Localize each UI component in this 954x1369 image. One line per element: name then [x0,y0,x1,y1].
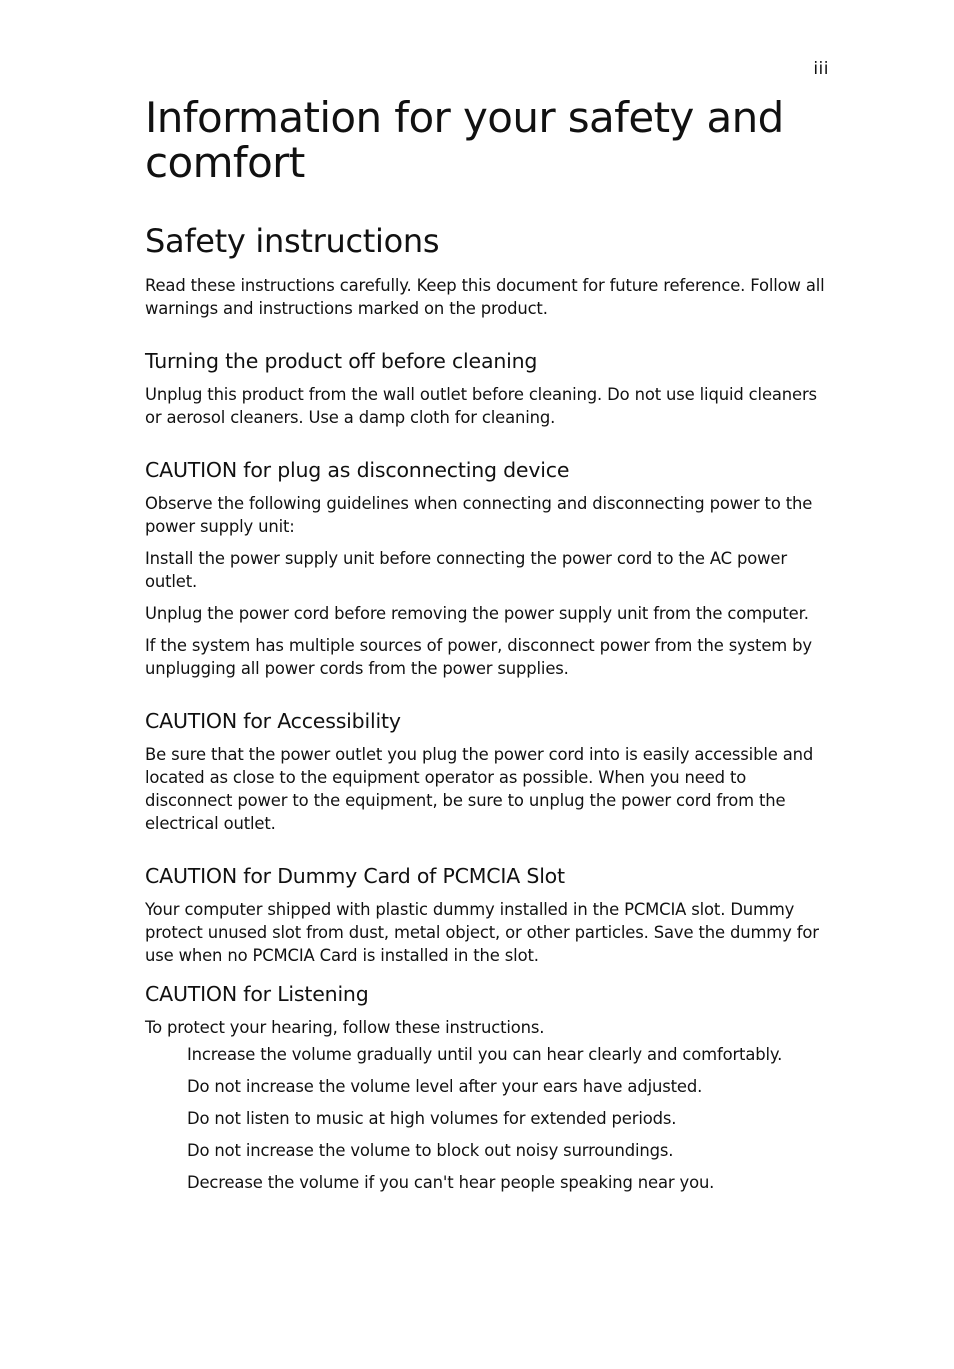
subsection-pcmcia [145,863,831,967]
pcmcia-paragraph: Your computer shipped with plastic dummy installed in the PCMCIA slot. Dummy protect unused slot from dust, metal object, or other particles. Save the dummy for use when no PCMCIA Card is installed in the slot. [145,900,819,965]
subsection-heading-accessibility: CAUTION for Accessibility [145,709,401,733]
plug-paragraph-4: If the system has multiple sources of power, disconnect power from the system by unplugging all power cords from the power supplies. [145,636,812,678]
plug-paragraph-1: Observe the following guidelines when connecting and disconnecting power to the power supply unit: [145,494,813,536]
plug-paragraph-2: Install the power supply unit before connecting the power cord to the AC power outlet. [145,549,787,591]
subsection-heading-cleaning: Turning the product off before cleaning [145,349,538,373]
subsection-plug [145,457,831,680]
subsection-heading-listening: CAUTION for Listening [145,982,369,1006]
page-number: iii [813,59,829,79]
subsection-accessibility [145,708,831,835]
subsection-heading-plug: CAUTION for plug as disconnecting device [145,458,570,482]
safety-intro-paragraph: Read these instructions carefully. Keep this document for future reference. Follow all warnings and instructions marked on the product. [145,276,825,318]
listening-list [145,1043,831,1194]
list-item: Do not increase the volume to block out noisy surroundings. [187,1141,674,1160]
accessibility-paragraph: Be sure that the power outlet you plug the power cord into is easily accessible and located as close to the equipment operator as possible. When you need to disconnect power to the equipment, be sure to unplug the power cord from the electrical outlet. [145,745,814,833]
page-title: Information for your safety and comfort [145,93,784,187]
plug-paragraph-3: Unplug the power cord before removing the power supply unit from the computer. [145,604,809,623]
listening-intro: To protect your hearing, follow these instructions. [145,1018,545,1037]
cleaning-paragraph: Unplug this product from the wall outlet before cleaning. Do not use liquid cleaners or aerosol cleaners. Use a damp cloth for cleaning. [145,385,817,427]
subsection-cleaning [145,348,831,429]
subsection-heading-pcmcia: CAUTION for Dummy Card of PCMCIA Slot [145,864,565,888]
list-item: Do not listen to music at high volumes for extended periods. [187,1109,677,1128]
page-content [145,95,831,1203]
list-item: Do not increase the volume level after your ears have adjusted. [187,1077,703,1096]
list-item: Decrease the volume if you can't hear people speaking near you. [187,1173,715,1192]
subsection-listening [145,981,831,1194]
section-heading-safety-instructions: Safety instructions [145,222,440,260]
list-item: Increase the volume gradually until you can hear clearly and comfortably. [187,1045,783,1064]
